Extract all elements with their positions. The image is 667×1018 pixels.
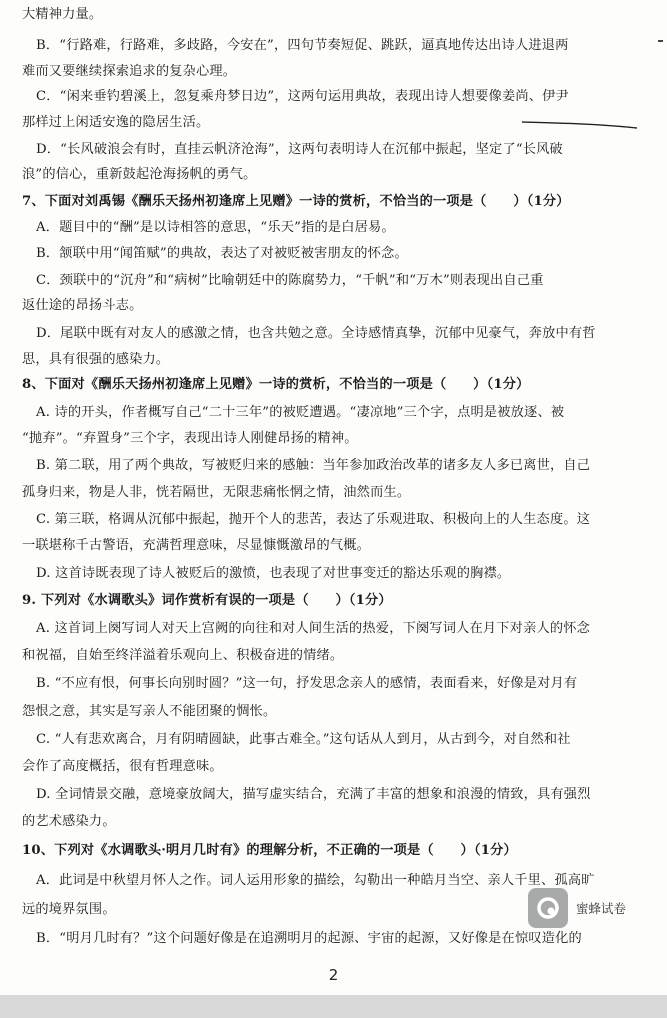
text-line: 远的境界氛围。: [22, 902, 116, 917]
text-line: 和祝福，自始至终洋溢着乐观向上、积极奋进的情绪。: [22, 648, 344, 663]
page-number: 2: [328, 966, 339, 984]
q7-option-a: A．题目中的“酬”是以诗相答的意思，“乐天”指的是白居易。: [36, 220, 395, 235]
text-line: 孤身归来，物是人非，恍若隔世，无限悲痛怅惘之情，油然而生。: [22, 485, 411, 500]
q9-option-c: C. “人有悲欢离合，月有阴晴圆缺，此事古难全。”这句话从人到月，从古到今，对自然和社: [36, 732, 571, 747]
text-line: 怨恨之意，其实是写亲人不能团聚的惆怅。: [22, 704, 277, 719]
bottom-bar: [0, 995, 667, 1018]
question-9-title: 9. 下列对《水调歌头》词作赏析有误的一项是（ ）（1分）: [22, 593, 392, 608]
watermark: [528, 888, 626, 928]
q9-option-d: D. 全词情景交融，意境豪放阔大，描写虚实结合，充满了丰富的想象和浪漫的情致，具有强烈: [36, 787, 591, 802]
bee-logo-icon: [528, 888, 568, 928]
option-d-line: D．“长风破浪会有时，直挂云帆济沧海”，这两句表明诗人在沉郁中振起，坚定了“长风破: [36, 142, 563, 157]
q9-option-a: A. 这首词上阕写词人对天上宫阙的向往和对人间生活的热爱，下阕写词人在月下对亲人的怀念: [36, 621, 591, 636]
text-line: 浪”的信心，重新鼓起沧海扬帆的勇气。: [22, 167, 257, 182]
pen-underline-mark: [520, 118, 640, 132]
text-line: 的艺术感染力。: [22, 814, 116, 829]
q7-option-c: C．颈联中的“沉舟”和“病树”比喻朝廷中的陈腐势力，“千帆”和“万木”则表现出自己重: [36, 273, 544, 288]
text-line: “抛弃”。“弃置身”三个字，表现出诗人刚健昂扬的精神。: [22, 431, 358, 446]
q8-option-b: B. 第二联，用了两个典故，写被贬归来的感触：当年参加政治改革的诸多友人多已离世，自己: [36, 458, 591, 473]
question-10-title: 10、下列对《水调歌头·明月几时有》的理解分析，不正确的一项是（ ）（1分）: [22, 843, 517, 858]
text-line: 思，具有很强的感染力。: [22, 352, 170, 367]
q10-option-b: B．“明月几时有？”这个问题好像是在追溯明月的起源、宇宙的起源，又好像是在惊叹造化的: [36, 931, 582, 946]
question-8-title: 8、下面对《酬乐天扬州初逢席上见赠》一诗的赏析，不恰当的一项是（ ）（1分）: [22, 377, 530, 392]
q8-option-c: C. 第三联，格调从沉郁中振起，抛开个人的悲苦，表达了乐观进取、积极向上的人生态度。这: [36, 512, 591, 527]
text-line: 会作了高度概括，很有哲理意味。: [22, 759, 223, 774]
option-c-line: C．“闲来垂钓碧溪上，忽复乘舟梦日边”，这两句运用典故，表现出诗人想要像姜尚、伊尹: [36, 89, 569, 104]
q9-option-b: B. “不应有恨，何事长向别时圆？”这一句，抒发思念亲人的感情，表面看来，好像是对月有: [36, 676, 578, 691]
text-line: 一联堪称千古警语，充满哲理意味，尽显慷慨激昂的气概。: [22, 538, 371, 553]
q7-option-b: B．颔联中用“闻笛赋”的典故，表达了对被贬被害朋友的怀念。: [36, 246, 408, 261]
watermark-text: 蜜蜂试卷: [576, 901, 627, 916]
text-line: 难而又要继续探索追求的复杂心理。: [22, 64, 237, 79]
q8-option-a: A. 诗的开头，作者概写自己“二十三年”的被贬遭遇。“凄凉地”三个字，点明是被放逐、被: [36, 405, 565, 420]
q8-option-d: D. 这首诗既表现了诗人被贬后的激愤，也表现了对世事变迁的豁达乐观的胸襟。: [36, 566, 511, 581]
text-line: 大精神力量。: [22, 7, 103, 22]
question-7-title: 7、下面对刘禹锡《酬乐天扬州初逢席上见赠》一诗的赏析，不恰当的一项是（ ）（1分）: [22, 194, 570, 209]
q7-option-d: D．尾联中既有对友人的感激之情，也含共勉之意。全诗感情真挚，沉郁中见豪气，奔放中有哲: [36, 326, 596, 341]
text-line: 那样过上闲适安逸的隐居生活。: [22, 115, 210, 130]
q10-option-a: A．此词是中秋望月怀人之作。词人运用形象的描绘，勾勒出一种皓月当空、亲人千里、孤高旷: [36, 873, 595, 888]
option-b-line: B．“行路难，行路难，多歧路，今安在”，四句节奏短促、跳跃，逼真地传达出诗人进退两: [36, 38, 569, 53]
edge-mark: [658, 40, 663, 42]
text-line: 返仕途的昂扬斗志。: [22, 298, 143, 313]
